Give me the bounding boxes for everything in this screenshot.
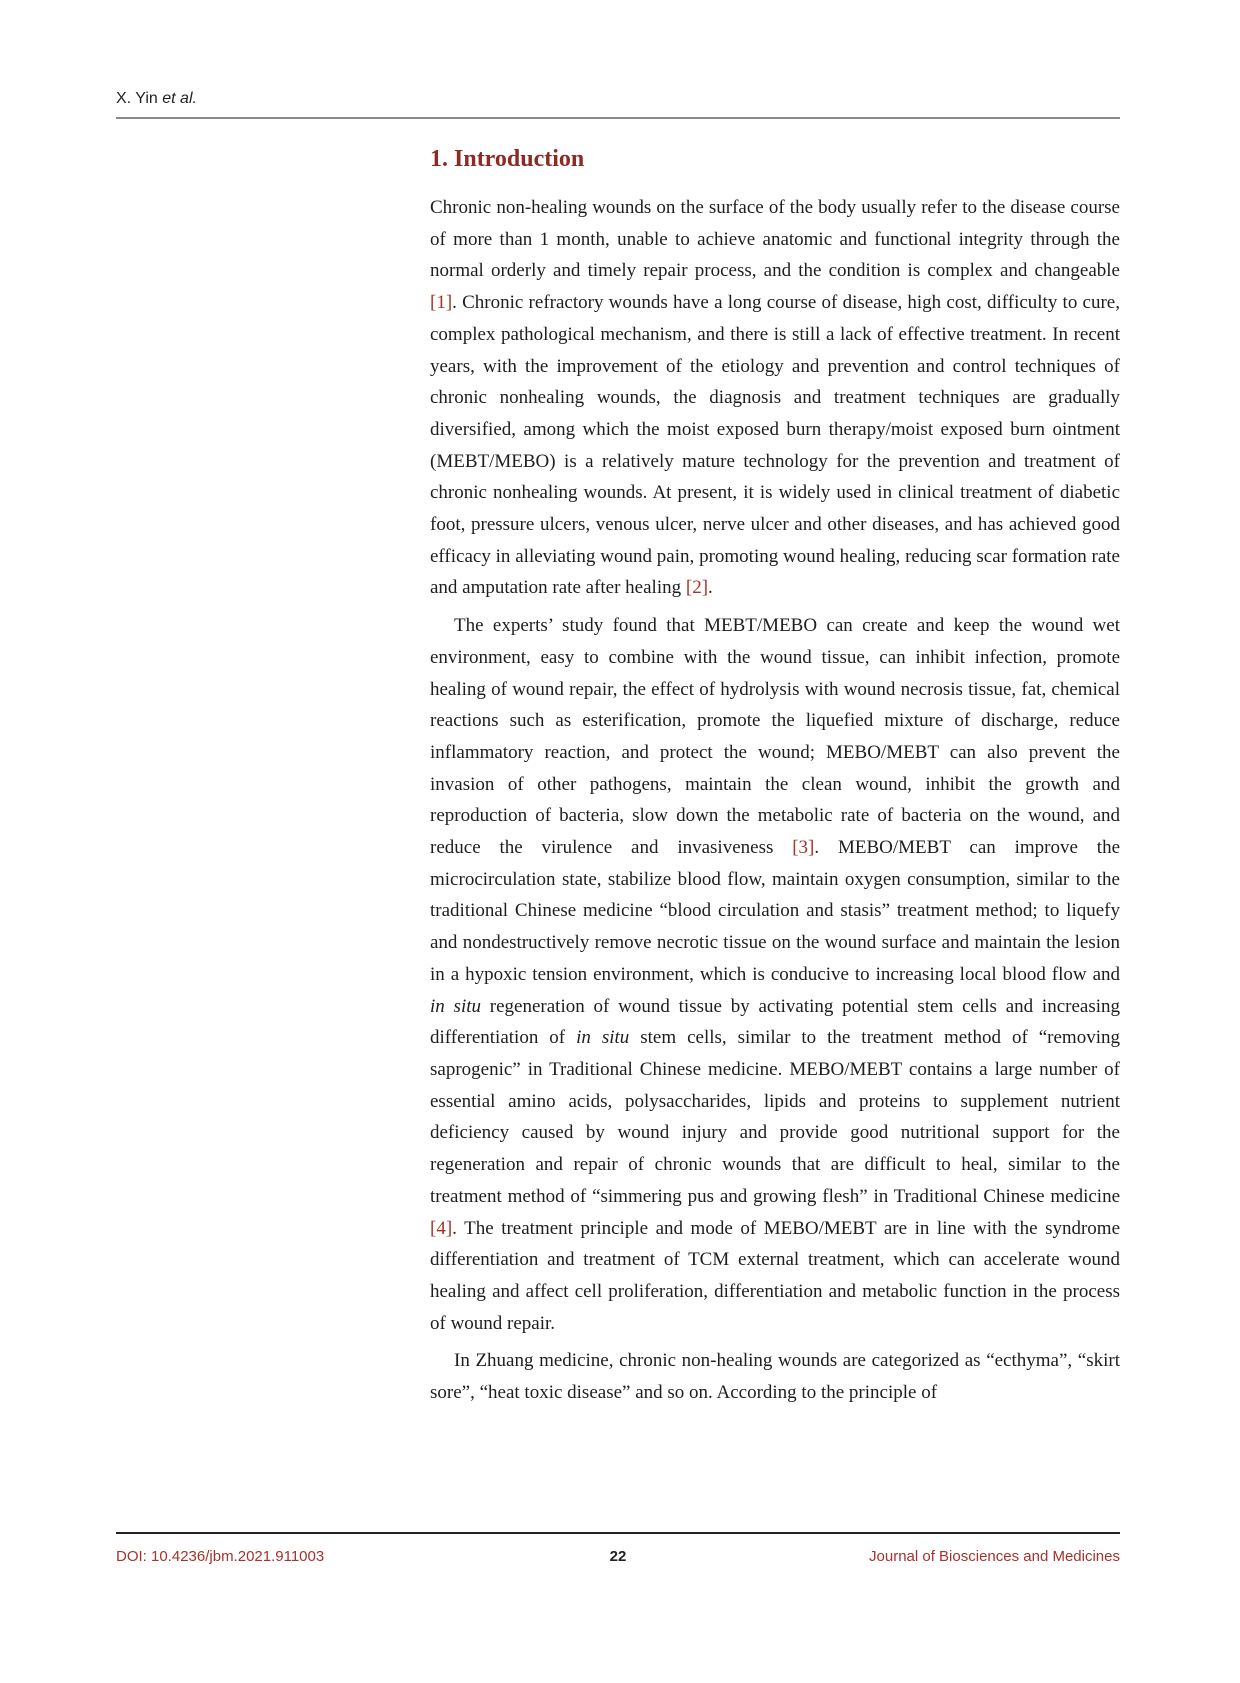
header-rule xyxy=(116,117,1120,119)
paragraph-3 xyxy=(430,1345,1120,1408)
reference-link-1[interactable]: [1] xyxy=(430,292,453,314)
paragraph-2-text-3: regeneration of wound tissue by activating potential stem cells and increasing differentiation of xyxy=(430,995,1120,1049)
paragraph-2-italic-2: in situ xyxy=(576,1027,630,1049)
body-text xyxy=(430,192,1120,1411)
paragraph-2 xyxy=(430,610,1120,1339)
reference-link-2[interactable]: [2] xyxy=(685,577,709,599)
doi-link[interactable]: DOI: 10.4236/jbm.2021.911003 xyxy=(116,1548,325,1565)
paragraph-2-text-5: . The treatment principle and mode of MEBO/MEBT are in line with the syndrome differentiation and treatment of TCM external treatment, which can accelerate wound healing and affect cell proliferation, differentiation and metabolic function in the process of wound repair. xyxy=(430,1217,1120,1334)
journal-name: Journal of Biosciences and Medicines xyxy=(869,1548,1120,1565)
paragraph-1-text-2: . Chronic refractory wounds have a long course of disease, high cost, difficulty to cure, complex pathological mechanism, and there is still a lack of effective treatment. In recent years, with the improvement of the etiology and prevention and control techniques of chronic nonhealing wounds, the diagnosis and treatment techniques are gradually diversified, among which the moist exposed burn therapy/moist exposed burn ointment (MEBT/MEBO) is a relatively mature technology for the prevention and treatment of chronic nonhealing wounds. At present, it is widely used in clinical treatment of diabetic foot, pressure ulcers, venous ulcer, nerve ulcer and other diseases, and has achieved good efficacy in alleviating wound pain, promoting wound healing, reducing scar formation rate and amputation rate after healing xyxy=(430,292,1120,599)
paragraph-2-text-4: stem cells, similar to the treatment method of “removing saprogenic” in Traditional Chinese medicine. MEBO/MEBT contains a large number of essential amino acids, polysaccharides, lipids and proteins to supplement nutrient deficiency caused by wound injury and provide good nutritional support for the regeneration and repair of chronic wounds that are difficult to heal, similar to the treatment method of “simmering pus and growing flesh” in Traditional Chinese medicine xyxy=(430,1027,1120,1207)
paragraph-3-text-1: In Zhuang medicine, chronic non-healing wounds are categorized as “ecthyma”, “skirt sore”, “heat toxic disease” and so on. According to the principle of xyxy=(430,1350,1120,1404)
paragraph-2-text-2: . MEBO/MEBT can improve the microcirculation state, stabilize blood flow, maintain oxygen consumption, similar to the traditional Chinese medicine “blood circulation and stasis” treatment method; to liquefy and nondestructively remove necrotic tissue on the wound surface and maintain the lesion in a hypoxic tension environment, which is conducive to increasing local blood flow and xyxy=(430,837,1120,985)
paragraph-2-text-1: The experts’ study found that MEBT/MEBO can create and keep the wound wet environment, easy to combine with the wound tissue, can inhibit infection, promote healing of wound repair, the effect of hydrolysis with wound necrosis tissue, fat, chemical reactions such as esterification, promote the liquefied mixture of discharge, reduce inflammatory reaction, and protect the wound; MEBO/MEBT can also prevent the invasion of other pathogens, maintain the clean wound, inhibit the growth and reproduction of bacteria, slow down the metabolic rate of bacteria on the wound, and reduce the virulence and invasiveness xyxy=(430,615,1120,859)
reference-link-3[interactable]: [3] xyxy=(792,837,815,859)
footer-rule xyxy=(116,1532,1120,1534)
paragraph-1-text-3: . xyxy=(708,577,713,599)
paragraph-2-italic-1: in situ xyxy=(430,995,482,1017)
running-head-authors: X. Yin xyxy=(116,90,163,107)
paragraph-1-text-1: Chronic non-healing wounds on the surface of the body usually refer to the disease course of more than 1 month, unable to achieve anatomic and functional integrity through the normal orderly and timely repair process, and the condition is complex and changeable xyxy=(430,197,1120,282)
running-head-et-al: et al. xyxy=(162,90,197,107)
paragraph-1 xyxy=(430,192,1120,604)
section-title: 1. Introduction xyxy=(430,146,585,172)
running-head xyxy=(116,90,197,108)
reference-link-4[interactable]: [4] xyxy=(430,1217,453,1239)
page-number: 22 xyxy=(609,1548,627,1565)
